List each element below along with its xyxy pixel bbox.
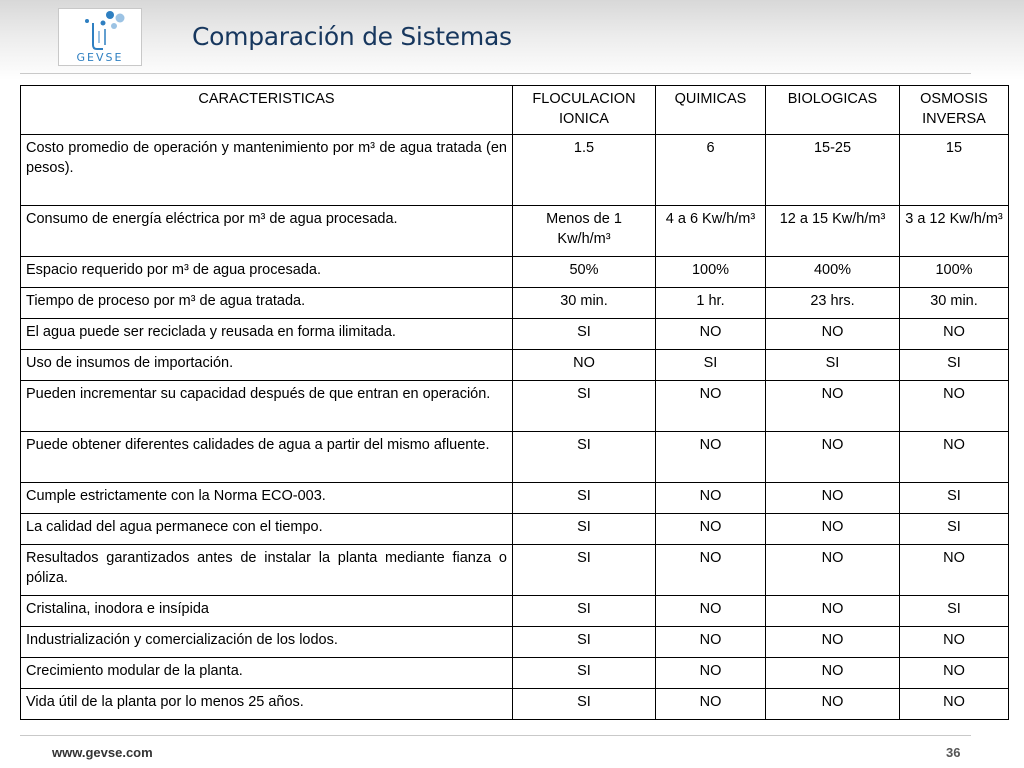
row-value-cell: NO [656, 483, 766, 514]
table-row [21, 627, 1009, 658]
row-feature-cell: Costo promedio de operación y mantenimiento por m³ de agua tratada (en pesos). [21, 135, 513, 206]
row-value-cell: 12 a 15 Kw/h/m³ [766, 206, 900, 257]
row-feature-cell: Puede obtener diferentes calidades de agua a partir del mismo afluente. [21, 432, 513, 483]
row-value-cell: SI [513, 658, 656, 689]
logo-text: GEVSE [76, 51, 124, 64]
row-value-cell: NO [766, 545, 900, 596]
row-feature-cell: Industrialización y comercialización de los lodos. [21, 627, 513, 658]
row-value-cell: NO [513, 350, 656, 381]
table-row [21, 689, 1009, 720]
row-value-cell: NO [656, 658, 766, 689]
row-value-cell: SI [513, 689, 656, 720]
row-value-cell: NO [900, 627, 1009, 658]
table-row [21, 288, 1009, 319]
row-value-cell: 15 [900, 135, 1009, 206]
row-feature-cell: El agua puede ser reciclada y reusada en forma ilimitada. [21, 319, 513, 350]
row-value-cell: 400% [766, 257, 900, 288]
row-feature-cell: La calidad del agua permanece con el tiempo. [21, 514, 513, 545]
logo-bubble [101, 21, 106, 26]
row-value-cell: SI [900, 514, 1009, 545]
row-value-cell: NO [766, 483, 900, 514]
gevse-logo [58, 8, 142, 66]
row-value-cell: SI [766, 350, 900, 381]
row-value-cell: NO [656, 627, 766, 658]
row-value-cell: SI [656, 350, 766, 381]
row-value-cell: NO [900, 689, 1009, 720]
row-value-cell: NO [656, 596, 766, 627]
row-value-cell: NO [766, 432, 900, 483]
row-feature-cell: Consumo de energía eléctrica por m³ de agua procesada. [21, 206, 513, 257]
row-value-cell: 4 a 6 Kw/h/m³ [656, 206, 766, 257]
row-feature-cell: Cristalina, inodora e insípida [21, 596, 513, 627]
row-value-cell: SI [513, 319, 656, 350]
row-value-cell: NO [900, 432, 1009, 483]
row-value-cell: 15-25 [766, 135, 900, 206]
row-value-cell: NO [900, 319, 1009, 350]
row-feature-cell: Resultados garantizados antes de instalar la planta mediante fianza o póliza. [21, 545, 513, 596]
table-row [21, 514, 1009, 545]
column-header-characteristics: CARACTERISTICAS [21, 86, 513, 135]
row-value-cell: 100% [656, 257, 766, 288]
table-row [21, 545, 1009, 596]
row-feature-cell: Espacio requerido por m³ de agua procesada. [21, 257, 513, 288]
row-value-cell: NO [656, 319, 766, 350]
column-header-biologicas: BIOLOGICAS [766, 86, 900, 135]
logo-graphic [59, 9, 141, 65]
row-value-cell: NO [766, 514, 900, 545]
row-value-cell: 30 min. [513, 288, 656, 319]
table-row [21, 135, 1009, 206]
header-band [0, 0, 1024, 80]
row-value-cell: NO [766, 627, 900, 658]
row-feature-cell: Vida útil de la planta por lo menos 25 años. [21, 689, 513, 720]
table-row [21, 257, 1009, 288]
table-row [21, 319, 1009, 350]
row-value-cell: SI [513, 432, 656, 483]
row-value-cell: NO [766, 689, 900, 720]
table-header-row [21, 86, 1009, 135]
row-value-cell: NO [766, 658, 900, 689]
row-value-cell: NO [766, 381, 900, 432]
logo-bubble [111, 23, 117, 29]
row-value-cell: 1.5 [513, 135, 656, 206]
page-title: Comparación de Sistemas [192, 22, 512, 51]
row-feature-cell: Crecimiento modular de la planta. [21, 658, 513, 689]
row-value-cell: 30 min. [900, 288, 1009, 319]
table-row [21, 432, 1009, 483]
row-value-cell: NO [900, 545, 1009, 596]
row-value-cell: SI [513, 483, 656, 514]
row-value-cell: SI [513, 514, 656, 545]
table-row [21, 350, 1009, 381]
title-divider [20, 73, 971, 74]
logo-bubble [116, 14, 125, 23]
row-value-cell: NO [656, 514, 766, 545]
row-feature-cell: Cumple estrictamente con la Norma ECO-003. [21, 483, 513, 514]
row-value-cell: NO [656, 432, 766, 483]
table-row [21, 596, 1009, 627]
row-feature-cell: Pueden incrementar su capacidad después de que entran en operación. [21, 381, 513, 432]
row-value-cell: 23 hrs. [766, 288, 900, 319]
row-value-cell: NO [900, 658, 1009, 689]
row-value-cell: NO [656, 381, 766, 432]
row-value-cell: 3 a 12 Kw/h/m³ [900, 206, 1009, 257]
logo-bubble [85, 19, 89, 23]
row-value-cell: SI [513, 545, 656, 596]
row-value-cell: NO [766, 319, 900, 350]
footer-divider [20, 735, 971, 736]
comparison-table [20, 85, 1009, 720]
row-value-cell: SI [900, 596, 1009, 627]
column-header-floculacion-ionica: FLOCULACION IONICA [513, 86, 656, 135]
logo-bubble [106, 11, 114, 19]
footer-url: www.gevse.com [52, 745, 153, 760]
column-header-quimicas: QUIMICAS [656, 86, 766, 135]
table-row [21, 206, 1009, 257]
row-feature-cell: Uso de insumos de importación. [21, 350, 513, 381]
row-value-cell: 1 hr. [656, 288, 766, 319]
row-value-cell: 100% [900, 257, 1009, 288]
row-value-cell: 50% [513, 257, 656, 288]
row-value-cell: SI [900, 483, 1009, 514]
row-value-cell: SI [513, 596, 656, 627]
table-row [21, 658, 1009, 689]
row-value-cell: Menos de 1 Kw/h/m³ [513, 206, 656, 257]
row-value-cell: 6 [656, 135, 766, 206]
row-value-cell: NO [656, 545, 766, 596]
row-value-cell: SI [900, 350, 1009, 381]
row-feature-cell: Tiempo de proceso por m³ de agua tratada. [21, 288, 513, 319]
row-value-cell: NO [766, 596, 900, 627]
row-value-cell: SI [513, 627, 656, 658]
row-value-cell: NO [900, 381, 1009, 432]
row-value-cell: SI [513, 381, 656, 432]
table-row [21, 483, 1009, 514]
table-row [21, 381, 1009, 432]
row-value-cell: NO [656, 689, 766, 720]
column-header-osmosis-inversa: OSMOSIS INVERSA [900, 86, 1009, 135]
page-number: 36 [946, 745, 961, 760]
